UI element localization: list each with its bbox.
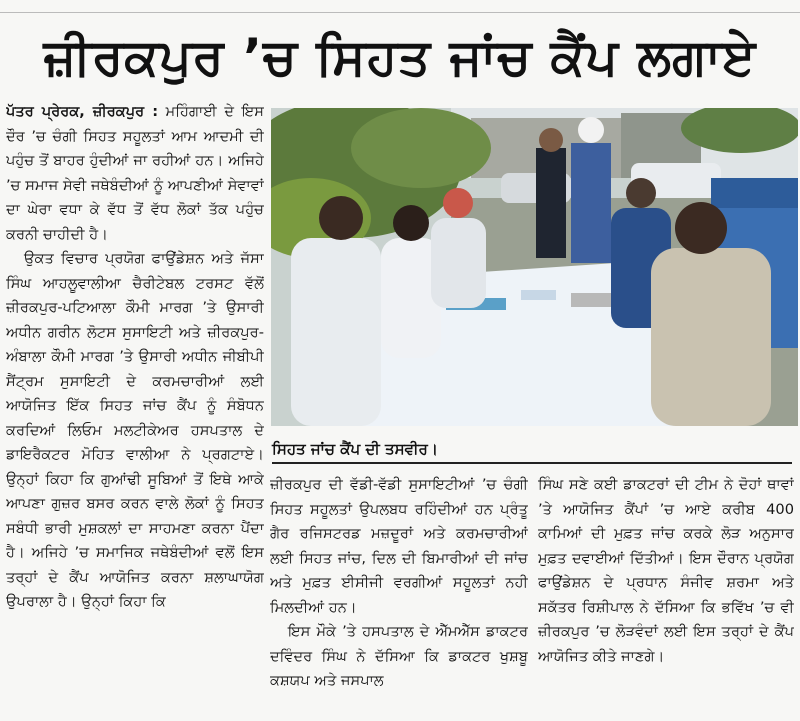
top-strip-cut-text: [0, 0, 800, 13]
article-column-3: [538, 473, 794, 718]
photo-caption: ਸਿਹਤ ਜਾਂਚ ਕੈਂਪ ਦੀ ਤਸਵੀਰ।: [272, 436, 792, 464]
paragraph-5: ਸਿੰਘ ਸਣੇ ਕਈ ਡਾਕਟਰਾਂ ਦੀ ਟੀਮ ਨੇ ਦੋਹਾਂ ਥਾਵਾਂ ’ਤੇ ਆਯੋਜਿਤ ਕੈਂਪਾਂ ’ਚ ਆਏ ਕਰੀਬ 400 ਕਾਮਿਆਂ ਦੀ ਮੁਫ਼ਤ ਜਾਂਚ ਕਰਕੇ ਲੋੜ ਅਨੁਸਾਰ ਮੁਫ਼ਤ ਦਵਾਈਆਂ ਦਿੱਤੀਆਂ। ਇਸ ਦੌਰਾਨ ਪ੍ਰਯੋਗ ਫਾਉਂਡੇਸ਼ਨ ਦੇ ਪ੍ਰਧਾਨ ਸੰਜੀਵ ਸ਼ਰਮਾ ਅਤੇ ਸਕੱਤਰ ਰਿਸ਼ੀਪਾਲ ਨੇ ਦੱਸਿਆ ਕਿ ਭਵਿੱਖ ’ਚ ਵੀ ਜ਼ੀਰਕਪੁਰ ’ਚ ਲੋੜਵੰਦਾਂ ਲਈ ਇਸ ਤਰ੍ਹਾਂ ਦੇ ਕੈਂਪ ਆਯੋਜਿਤ ਕੀਤੇ ਜਾਣਗੇ।: [538, 476, 794, 665]
article-headline: ਜ਼ੀਰਕਪੁਰ ’ਚ ਸਿਹਤ ਜਾਂਚ ਕੈਂਪ ਲਗਾਏ: [43, 28, 757, 86]
byline: ਪੱਤਰ ਪ੍ਰੇਰਕ, ਜ਼ੀਰਕਪੁਰ :: [6, 103, 159, 120]
paragraph-1: ਮਹਿੰਗਾਈ ਦੇ ਇਸ ਦੌਰ ’ਚ ਚੰਗੀ ਸਿਹਤ ਸਹੂਲਤਾਂ ਆਮ ਆਦਮੀ ਦੀ ਪਹੁੰਚ ਤੋਂ ਬਾਹਰ ਹੁੰਦੀਆਂ ਜਾ ਰਹੀਆਂ ਹਨ। ਅਜਿਹੇ ’ਚ ਸਮਾਜ ਸੇਵੀ ਜਥੇਬੰਦੀਆਂ ਨੂੰ ਆਪਣੀਆਂ ਸੇਵਾਵਾਂ ਦਾ ਘੇਰਾ ਵਧਾ ਕੇ ਵੱਧ ਤੋਂ ਵੱਧ ਲੋਕਾਂ ਤੱਕ ਪਹੁੰਚ ਕਰਨੀ ਚਾਹੀਦੀ ਹੈ।: [6, 103, 264, 243]
article-column-2: [270, 473, 528, 718]
article-column-1: [6, 100, 264, 718]
paragraph-4: ਇਸ ਮੌਕੇ ’ਤੇ ਹਸਪਤਾਲ ਦੇ ਐੱਮਐੱਸ ਡਾਕਟਰ ਦਵਿੰਦਰ ਸਿੰਘ ਨੇ ਦੱਸਿਆ ਕਿ ਡਾਕਟਰ ਖੁਸ਼ਬੂ ਕਸ਼ਯਪ ਅਤੇ ਜਸਪਾਲ: [270, 623, 528, 689]
health-camp-photo: [271, 108, 798, 426]
paragraph-2: ਉਕਤ ਵਿਚਾਰ ਪ੍ਰਯੋਗ ਫਾਉਂਡੇਸ਼ਨ ਅਤੇ ਜੱਸਾ ਸਿੰਘ ਆਹਲੂਵਾਲੀਆ ਚੈਰੀਟੇਬਲ ਟਰਸਟ ਵੱਲੋਂ ਜ਼ੀਰਕਪੁਰ-ਪਟਿਆਲਾ ਕੌਮੀ ਮਾਰਗ ’ਤੇ ਉਸਾਰੀ ਅਧੀਨ ਗਰੀਨ ਲੋਟਸ ਸੁਸਾਇਟੀ ਅਤੇ ਜ਼ੀਰਕਪੁਰ-ਅੰਬਾਲਾ ਕੌਮੀ ਮਾਰਗ ’ਤੇ ਉਸਾਰੀ ਅਧੀਨ ਜੀਬੀਪੀ ਸੈਂਟ੍ਰਮ ਸੁਸਾਇਟੀ ਦੇ ਕਰਮਚਾਰੀਆਂ ਲਈ ਆਯੋਜਿਤ ਇੱਕ ਸਿਹਤ ਜਾਂਚ ਕੈਂਪ ਨੂੰ ਸੰਬੋਧਨ ਕਰਦਿਆਂ ਲਿਓਮ ਮਲਟੀਕੇਅਰ ਹਸਪਤਾਲ ਦੇ ਡਾਇਰੈਕਟਰ ਮੋਹਿਤ ਵਾਲੀਆ ਨੇ ਪ੍ਰਗਟਾਏ। ਉਨ੍ਹਾਂ ਕਿਹਾ ਕਿ ਗੁਆਂਢੀ ਸੂਬਿਆਂ ਤੋਂ ਇਥੇ ਆਕੇ ਆਪਣਾ ਗੁਜ਼ਰ ਬਸਰ ਕਰਨ ਵਾਲੇ ਲੋਕਾਂ ਨੂੰ ਸਿਹਤ ਸਬੰਧੀ ਭਾਰੀ ਮੁਸ਼ਕਲਾਂ ਦਾ ਸਾਹਮਣਾ ਕਰਨਾ ਪੈਂਦਾ ਹੈ। ਅਜਿਹੇ ’ਚ ਸਮਾਜਿਕ ਜਥੇਬੰਦੀਆਂ ਵਲੋਂ ਇਸ ਤਰ੍ਹਾਂ ਦੇ ਕੈਂਪ ਆਯੋਜਿਤ ਕਰਨਾ ਸ਼ਲਾਘਾਯੋਗ ਉਪਰਾਲਾ ਹੈ। ਉਨ੍ਹਾਂ ਕਿਹਾ ਕਿ: [6, 250, 264, 610]
paragraph-3: ਜ਼ੀਰਕਪੁਰ ਦੀ ਵੱਡੀ-ਵੱਡੀ ਸੁਸਾਇਟੀਆਂ ’ਚ ਚੰਗੀ ਸਿਹਤ ਸਹੂਲਤਾਂ ਉਪਲਬਧ ਰਹਿੰਦੀਆਂ ਹਨ ਪ੍ਰੰਤੂ ਗੈਰ ਰਜਿਸਟਰਡ ਮਜ਼ਦੂਰਾਂ ਅਤੇ ਕਰਮਚਾਰੀਆਂ ਲਈ ਸਿਹਤ ਜਾਂਚ, ਦਿਲ ਦੀ ਬਿਮਾਰੀਆਂ ਦੀ ਜਾਂਚ ਅਤੇ ਮੁਫ਼ਤ ਈਸੀਜੀ ਵਰਗੀਆਂ ਸਹੂਲਤਾਂ ਨਹੀ ਮਿਲਦੀਆਂ ਹਨ।: [270, 476, 528, 616]
